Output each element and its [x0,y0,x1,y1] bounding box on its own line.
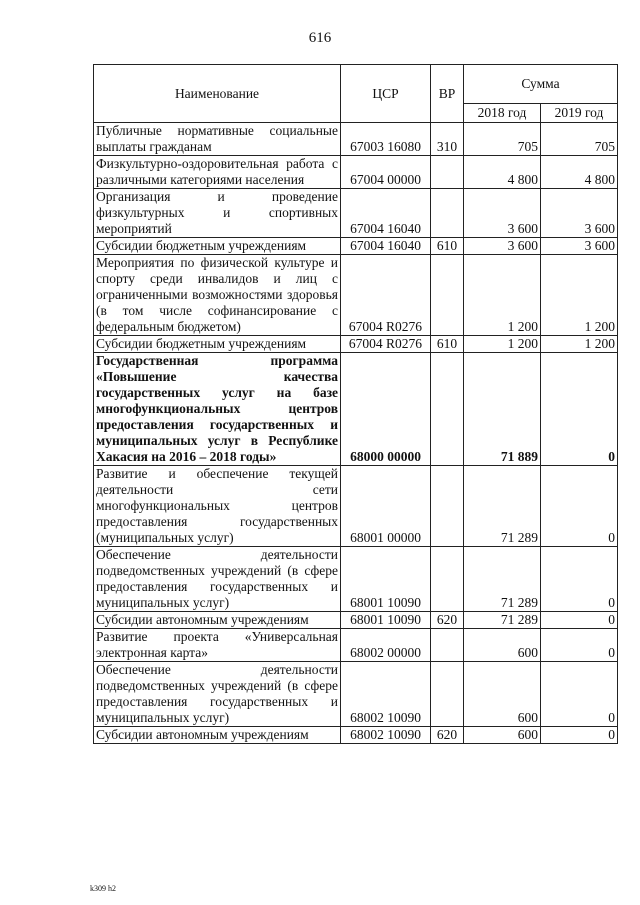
row-name: Развитие проекта «Универсальная электронная карта» [94,629,341,662]
table-row [94,629,618,662]
table-row [94,353,618,466]
row-sum-2018: 600 [464,629,541,662]
row-sum-2019: 4 800 [541,156,618,189]
header-vr: ВР [431,65,464,123]
table-row [94,189,618,238]
row-sum-2018: 1 200 [464,336,541,353]
header-year-2018: 2018 год [464,104,541,123]
row-sum-2019: 0 [541,353,618,466]
row-sum-2019: 0 [541,727,618,744]
row-csr: 67004 R0276 [341,255,431,336]
header-name: Наименование [94,65,341,123]
table-row [94,662,618,727]
header-csr: ЦСР [341,65,431,123]
table-row [94,612,618,629]
row-csr: 68000 00000 [341,353,431,466]
row-vr [431,156,464,189]
footer-code: k309 h2 [90,884,116,893]
header-sum: Сумма [464,65,618,104]
row-vr [431,353,464,466]
table-row [94,123,618,156]
row-csr: 67004 R0276 [341,336,431,353]
row-sum-2018: 705 [464,123,541,156]
row-sum-2018: 3 600 [464,189,541,238]
row-vr [431,466,464,547]
row-sum-2019: 705 [541,123,618,156]
row-name: Субсидии автономным учреждениям [94,612,341,629]
row-sum-2019: 0 [541,466,618,547]
table-row [94,336,618,353]
row-sum-2018: 4 800 [464,156,541,189]
row-vr: 610 [431,336,464,353]
row-sum-2019: 0 [541,662,618,727]
row-csr: 68002 10090 [341,662,431,727]
row-sum-2018: 71 289 [464,612,541,629]
row-csr: 67004 16040 [341,189,431,238]
row-vr: 620 [431,727,464,744]
row-name: Мероприятия по физической культуре и спорту среди инвалидов и лиц с ограниченными возможностями здоровья (в том числе софинансирование с федеральным бюджетом) [94,255,341,336]
row-csr: 67004 00000 [341,156,431,189]
row-sum-2019: 1 200 [541,255,618,336]
row-vr [431,662,464,727]
row-sum-2019: 0 [541,612,618,629]
budget-table [93,64,618,744]
row-sum-2019: 3 600 [541,238,618,255]
row-csr: 68002 00000 [341,629,431,662]
page-number: 616 [308,30,332,46]
row-sum-2018: 600 [464,727,541,744]
row-sum-2018: 71 889 [464,353,541,466]
row-name: Публичные нормативные социальные выплаты гражданам [94,123,341,156]
row-vr [431,629,464,662]
row-sum-2019: 1 200 [541,336,618,353]
row-vr: 620 [431,612,464,629]
row-name: Обеспечение деятельности подведомственных учреждений (в сфере предоставления государственных и муниципальных услуг) [94,547,341,612]
row-sum-2018: 3 600 [464,238,541,255]
row-sum-2018: 71 289 [464,547,541,612]
row-csr: 67004 16040 [341,238,431,255]
row-name: Субсидии автономным учреждениям [94,727,341,744]
table-row [94,547,618,612]
table-row [94,255,618,336]
row-name: Государственная программа «Повышение качества государственных услуг на базе многофункциональных центров предоставления государственных и муниципальных услуг в Республике Хакасия на 2016 – 2018 годы» [94,353,341,466]
row-vr: 610 [431,238,464,255]
table-row [94,727,618,744]
row-name: Субсидии бюджетным учреждениям [94,336,341,353]
row-csr: 67003 16080 [341,123,431,156]
row-vr: 310 [431,123,464,156]
table-row [94,156,618,189]
header-year-2019: 2019 год [541,104,618,123]
table-row [94,238,618,255]
row-vr [431,255,464,336]
row-vr [431,547,464,612]
row-sum-2018: 71 289 [464,466,541,547]
row-sum-2018: 1 200 [464,255,541,336]
row-sum-2019: 3 600 [541,189,618,238]
row-csr: 68002 10090 [341,727,431,744]
row-name: Физкультурно-оздоровительная работа с различными категориями населения [94,156,341,189]
row-csr: 68001 10090 [341,547,431,612]
row-name: Развитие и обеспечение текущей деятельности сети многофункциональных центров предоставления государственных (муниципальных услуг) [94,466,341,547]
table-row [94,466,618,547]
row-csr: 68001 00000 [341,466,431,547]
row-name: Обеспечение деятельности подведомственных учреждений (в сфере предоставления государственных и муниципальных услуг) [94,662,341,727]
row-sum-2018: 600 [464,662,541,727]
row-vr [431,189,464,238]
row-name: Организация и проведение физкультурных и спортивных мероприятий [94,189,341,238]
row-name: Субсидии бюджетным учреждениям [94,238,341,255]
row-sum-2019: 0 [541,629,618,662]
row-sum-2019: 0 [541,547,618,612]
row-csr: 68001 10090 [341,612,431,629]
